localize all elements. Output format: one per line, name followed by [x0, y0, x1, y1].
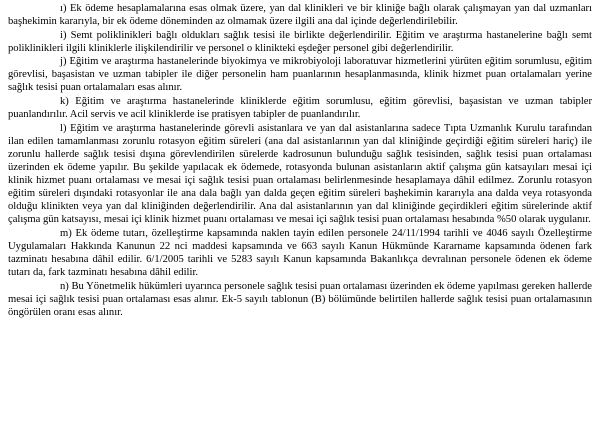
paragraph-m: m) Ek ödeme tutarı, özelleştirme kapsamında naklen tayin edilen personele 24/11/1994 tarihli ve 4046 sayılı Özelleştirme Uygulamaları Hakkında Kanunun 22 nci maddesi kapsamında ve 663 sayılı Kanun Hükmünde Kararname kapsamında ödenen fark tazminatı hesabına dâhil edilir. 6/1/2005 tarihli ve 5283 sayılı Kanun kapsamında Bakanlıkça devralınan personele ödenen ek ödeme tutarı da, fark tazminatı hesabına dâhil edilir.: [8, 227, 592, 278]
paragraph-i-dotless: ı) Ek ödeme hesaplamalarına esas olmak üzere, yan dal klinikleri ve bir kliniğe bağlı olarak çalışmayan yan dal uzmanları başhekimin kararıyla, bir ek ödeme döneminden az olmamak üzere ilgili ana dal içinde değerlendirilebilir.: [8, 3, 592, 28]
paragraph-l: l) Eğitim ve araştırma hastanelerinde görevli asistanlara ve yan dal asistanlarına sadece Tıpta Uzmanlık Kurulu tarafından ilan edilen tamamlanması zorunlu rotasyon eğitim süreleri (ana dal asistanlarının yan dal kliniğinde geçirdiği eğitim süreleri hariç) ile zorunlu hallerde sağlık tesisi dışına görevlendirilen sürelerde kadrosunun bulunduğu sağlık tesisinden, sağlık tesisi puan ortalaması üzerinden ek ödeme yapılır. Bu şekilde yapılacak ek ödemede, rotasyonda bulunan asistanların aktif çalışma gün katsayıları mesai içi klinik hizmet puanı ortalaması ve mesai içi sağlık tesisi puan ortalaması belirlenmesinde hesaplamaya dâhil edilmez. Zorunlu rotasyon eğitim süreleri dışındaki rotasyonlar ile ana dala bağlı yan dalda geçen eğitim süreleri başhekimin kararıyla ana dalda veya rotasyonda olduğu klinikten veya yan dal kliniğinden değerlendirilir. Ana dal asistanlarının yan dal kliniğinde geçirdikleri eğitim sürelerinde aktif çalışma gün katsayısı, mesai içi klinik hizmet puanı ortalaması ve mesai içi sağlık tesisi puan ortalaması hesabında %50 olarak uygulanır.: [8, 122, 592, 226]
paragraph-n: n) Bu Yönetmelik hükümleri uyarınca personele sağlık tesisi puan ortalaması üzerinden ek ödeme yapılması gereken hallerde mesai içi sağlık tesisi puan ortalaması esas alınır. Ek-5 sayılı tablonun (B) bölümünde belirtilen hallerde sağlık tesisi puan ortalamasının öngörülen oranı esas alınır.: [8, 280, 592, 318]
paragraph-k: k) Eğitim ve araştırma hastanelerinde kliniklerde eğitim sorumlusu, eğitim görevlisi, başasistan ve uzman tabipler puanlandırılır. Acil servis ve acil kliniklerde ise pratisyen tabipler de puanlandırılır.: [8, 96, 592, 121]
paragraph-i: i) Semt poliklinikleri bağlı oldukları sağlık tesisi ile birlikte değerlendirilir. Eğitim ve araştırma hastanelerine bağlı semt poliklinikleri ilgili kliniklerle ilişkilendirilir ve personel o klinikteki eşdeğer personel gibi değerlendirilir.: [8, 29, 592, 54]
paragraph-j: j) Eğitim ve araştırma hastanelerinde biyokimya ve mikrobiyoloji laboratuvar hizmetlerini yürüten eğitim sorumlusu, eğitim görevlisi, başasistan ve uzman tabipler ile diğer personelin ham puanlarının hesaplanmasında, klinik hizmet puan ortalamaları yerine sağlık tesisi puan ortalamaları esas alınır.: [8, 56, 592, 94]
